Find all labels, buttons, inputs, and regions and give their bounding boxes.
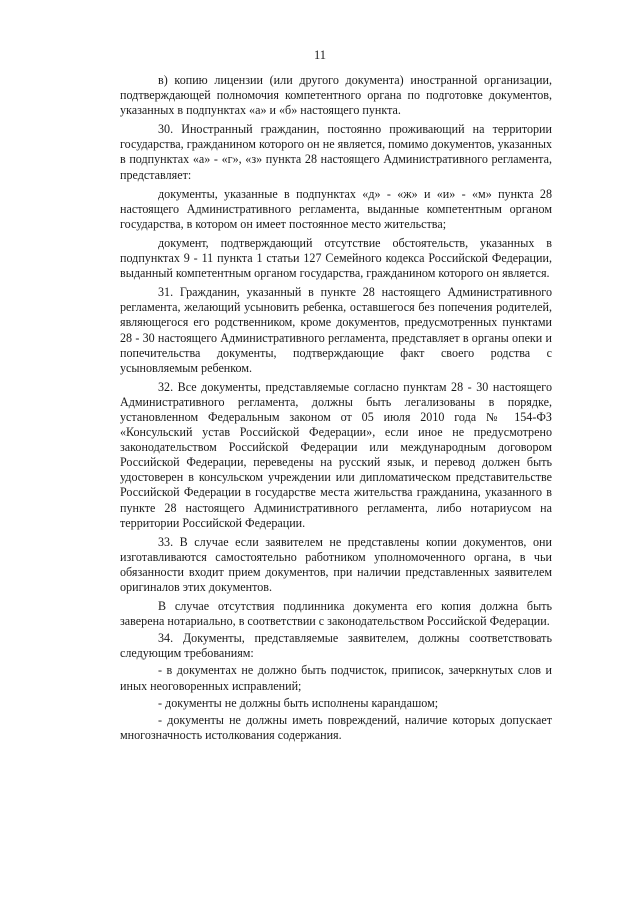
paragraph-29-v: в) копию лицензии (или другого документа) иностранной организации, подтверждающей полномочия компетентного органа по подготовке документов, указанных в подпунктах «а» и «б» настоящего пункта.	[120, 73, 552, 118]
paragraph-34: 34. Документы, представляемые заявителем, должны соответствовать следующим требованиям:	[120, 631, 552, 661]
requirement-item-1: - в документах не должно быть подчисток, приписок, зачеркнутых слов и иных неоговоренных исправлений;	[120, 663, 552, 693]
paragraph-30-list-item-2: документ, подтверждающий отсутствие обстоятельств, указанных в подпунктах 9 - 11 пункта 1 статьи 127 Семейного кодекса Российской Федерации, выданный компетентным органом государства, гражданином которого он является.	[120, 235, 552, 281]
document-body	[120, 73, 552, 743]
paragraph-33-original-absent: В случае отсутствия подлинника документа его копия должна быть заверена нотариально, в соответствии с законодательством Российской Федерации.	[120, 599, 552, 629]
requirement-item-3: - документы не должны иметь повреждений, наличие которых допускает многозначность истолкования содержания.	[120, 712, 552, 742]
paragraph-32: 32. Все документы, представляемые согласно пунктам 28 - 30 настоящего Административного регламента, должны быть легализованы в порядке, установленном Федеральным законом от 05 июля 2010 года № 154-ФЗ «Консульский устав Российской Федерации», если иное не предусмотрено законодательством Российской Федерации или международным договором Российской Федерации, переведены на русский язык, и перевод должен быть удостоверен в консульском учреждении или дипломатическом представительстве Российской Федерации в государстве места жительства гражданина, указанного в пункте 28 настоящего Административного регламента, либо нотариусом на территории Российской Федерации.	[120, 379, 552, 530]
paragraph-30-list-item-1: документы, указанные в подпунктах «д» - «ж» и «и» - «м» пункта 28 настоящего Административного регламента, выданные компетентным органом государства, в котором он имеет постоянное место жительства;	[120, 186, 552, 231]
requirement-item-2: - документы не должны быть исполнены карандашом;	[158, 695, 439, 710]
paragraph-30: 30. Иностранный гражданин, постоянно проживающий на территории государства, гражданином которого он не является, помимо документов, указанных в подпунктах «а» - «г», «з» пункта 28 настоящего Административного регламента, представляет:	[120, 122, 552, 182]
page-number: 11	[313, 48, 327, 62]
paragraph-31: 31. Гражданин, указанный в пункте 28 настоящего Административного регламента, желающий усыновить ребенка, оставшегося без попечения родителей, являющегося его родственником, кроме документов, предусмотренных пунктами 28 - 30 настоящего Административного регламента, представляет в органы опеки и попечительства документы, подтверждающие факт своего родства с усыновляемым ребенком.	[120, 285, 552, 375]
paragraph-33: 33. В случае если заявителем не представлены копии документов, они изготавливаются самостоятельно работником уполномоченного органа, в чьи обязанности входит прием документов, при наличии представленных заявителем оригиналов этих документов.	[120, 534, 552, 594]
